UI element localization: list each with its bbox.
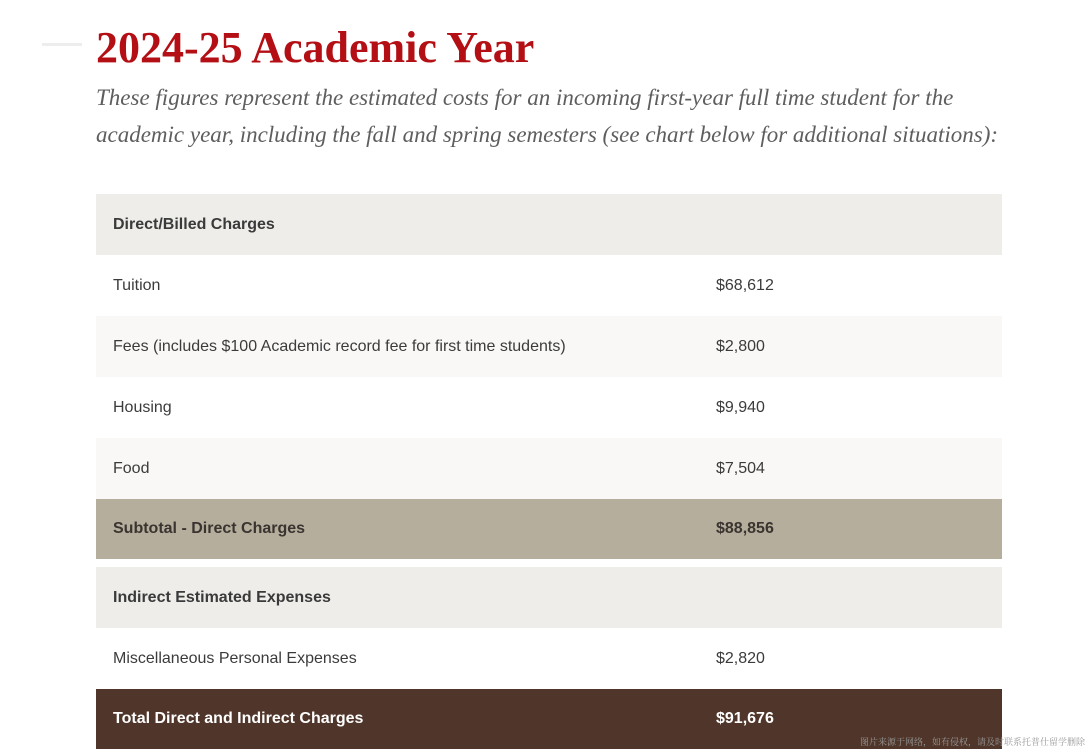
row-amount: $2,800	[716, 337, 765, 355]
table-section-header	[96, 194, 1002, 255]
row-label: Food	[113, 459, 150, 477]
table-row	[96, 628, 1002, 689]
subtotal-row	[96, 499, 1002, 559]
intro-paragraph: These figures represent the estimated costs for an incoming first-year full time student for the academic year, including the fall and spring semesters (see chart below for additional situations):	[96, 85, 999, 147]
row-label: Miscellaneous Personal Expenses	[113, 649, 357, 667]
row-label: Fees (includes $100 Academic record fee for first time students)	[113, 337, 566, 355]
row-label: Tuition	[113, 276, 161, 294]
table-row	[96, 255, 1002, 316]
table-row	[96, 438, 1002, 499]
watermark-text: 图片来源于网络，如有侵权，请及时联系托普仕留学删除	[859, 738, 1085, 748]
row-label: Housing	[113, 398, 172, 416]
row-amount: $7,504	[716, 459, 765, 477]
decorative-divider	[42, 43, 82, 46]
row-amount: $2,820	[716, 649, 765, 667]
table-section-header	[96, 567, 1002, 628]
table-row	[96, 316, 1002, 377]
table-row	[96, 377, 1002, 438]
subtotal-amount: $88,856	[716, 520, 774, 537]
row-amount: $9,940	[716, 398, 765, 416]
table-spacer	[96, 559, 1002, 567]
total-amount: $91,676	[716, 710, 774, 727]
subtotal-label: Subtotal - Direct Charges	[113, 520, 306, 537]
total-label: Total Direct and Indirect Charges	[113, 710, 364, 727]
cost-table	[96, 194, 1002, 749]
row-amount: $68,612	[716, 276, 774, 294]
page-title: 2024-25 Academic Year	[96, 23, 535, 72]
section-header-label: Direct/Billed Charges	[113, 215, 275, 233]
section-header-label: Indirect Estimated Expenses	[113, 588, 331, 606]
